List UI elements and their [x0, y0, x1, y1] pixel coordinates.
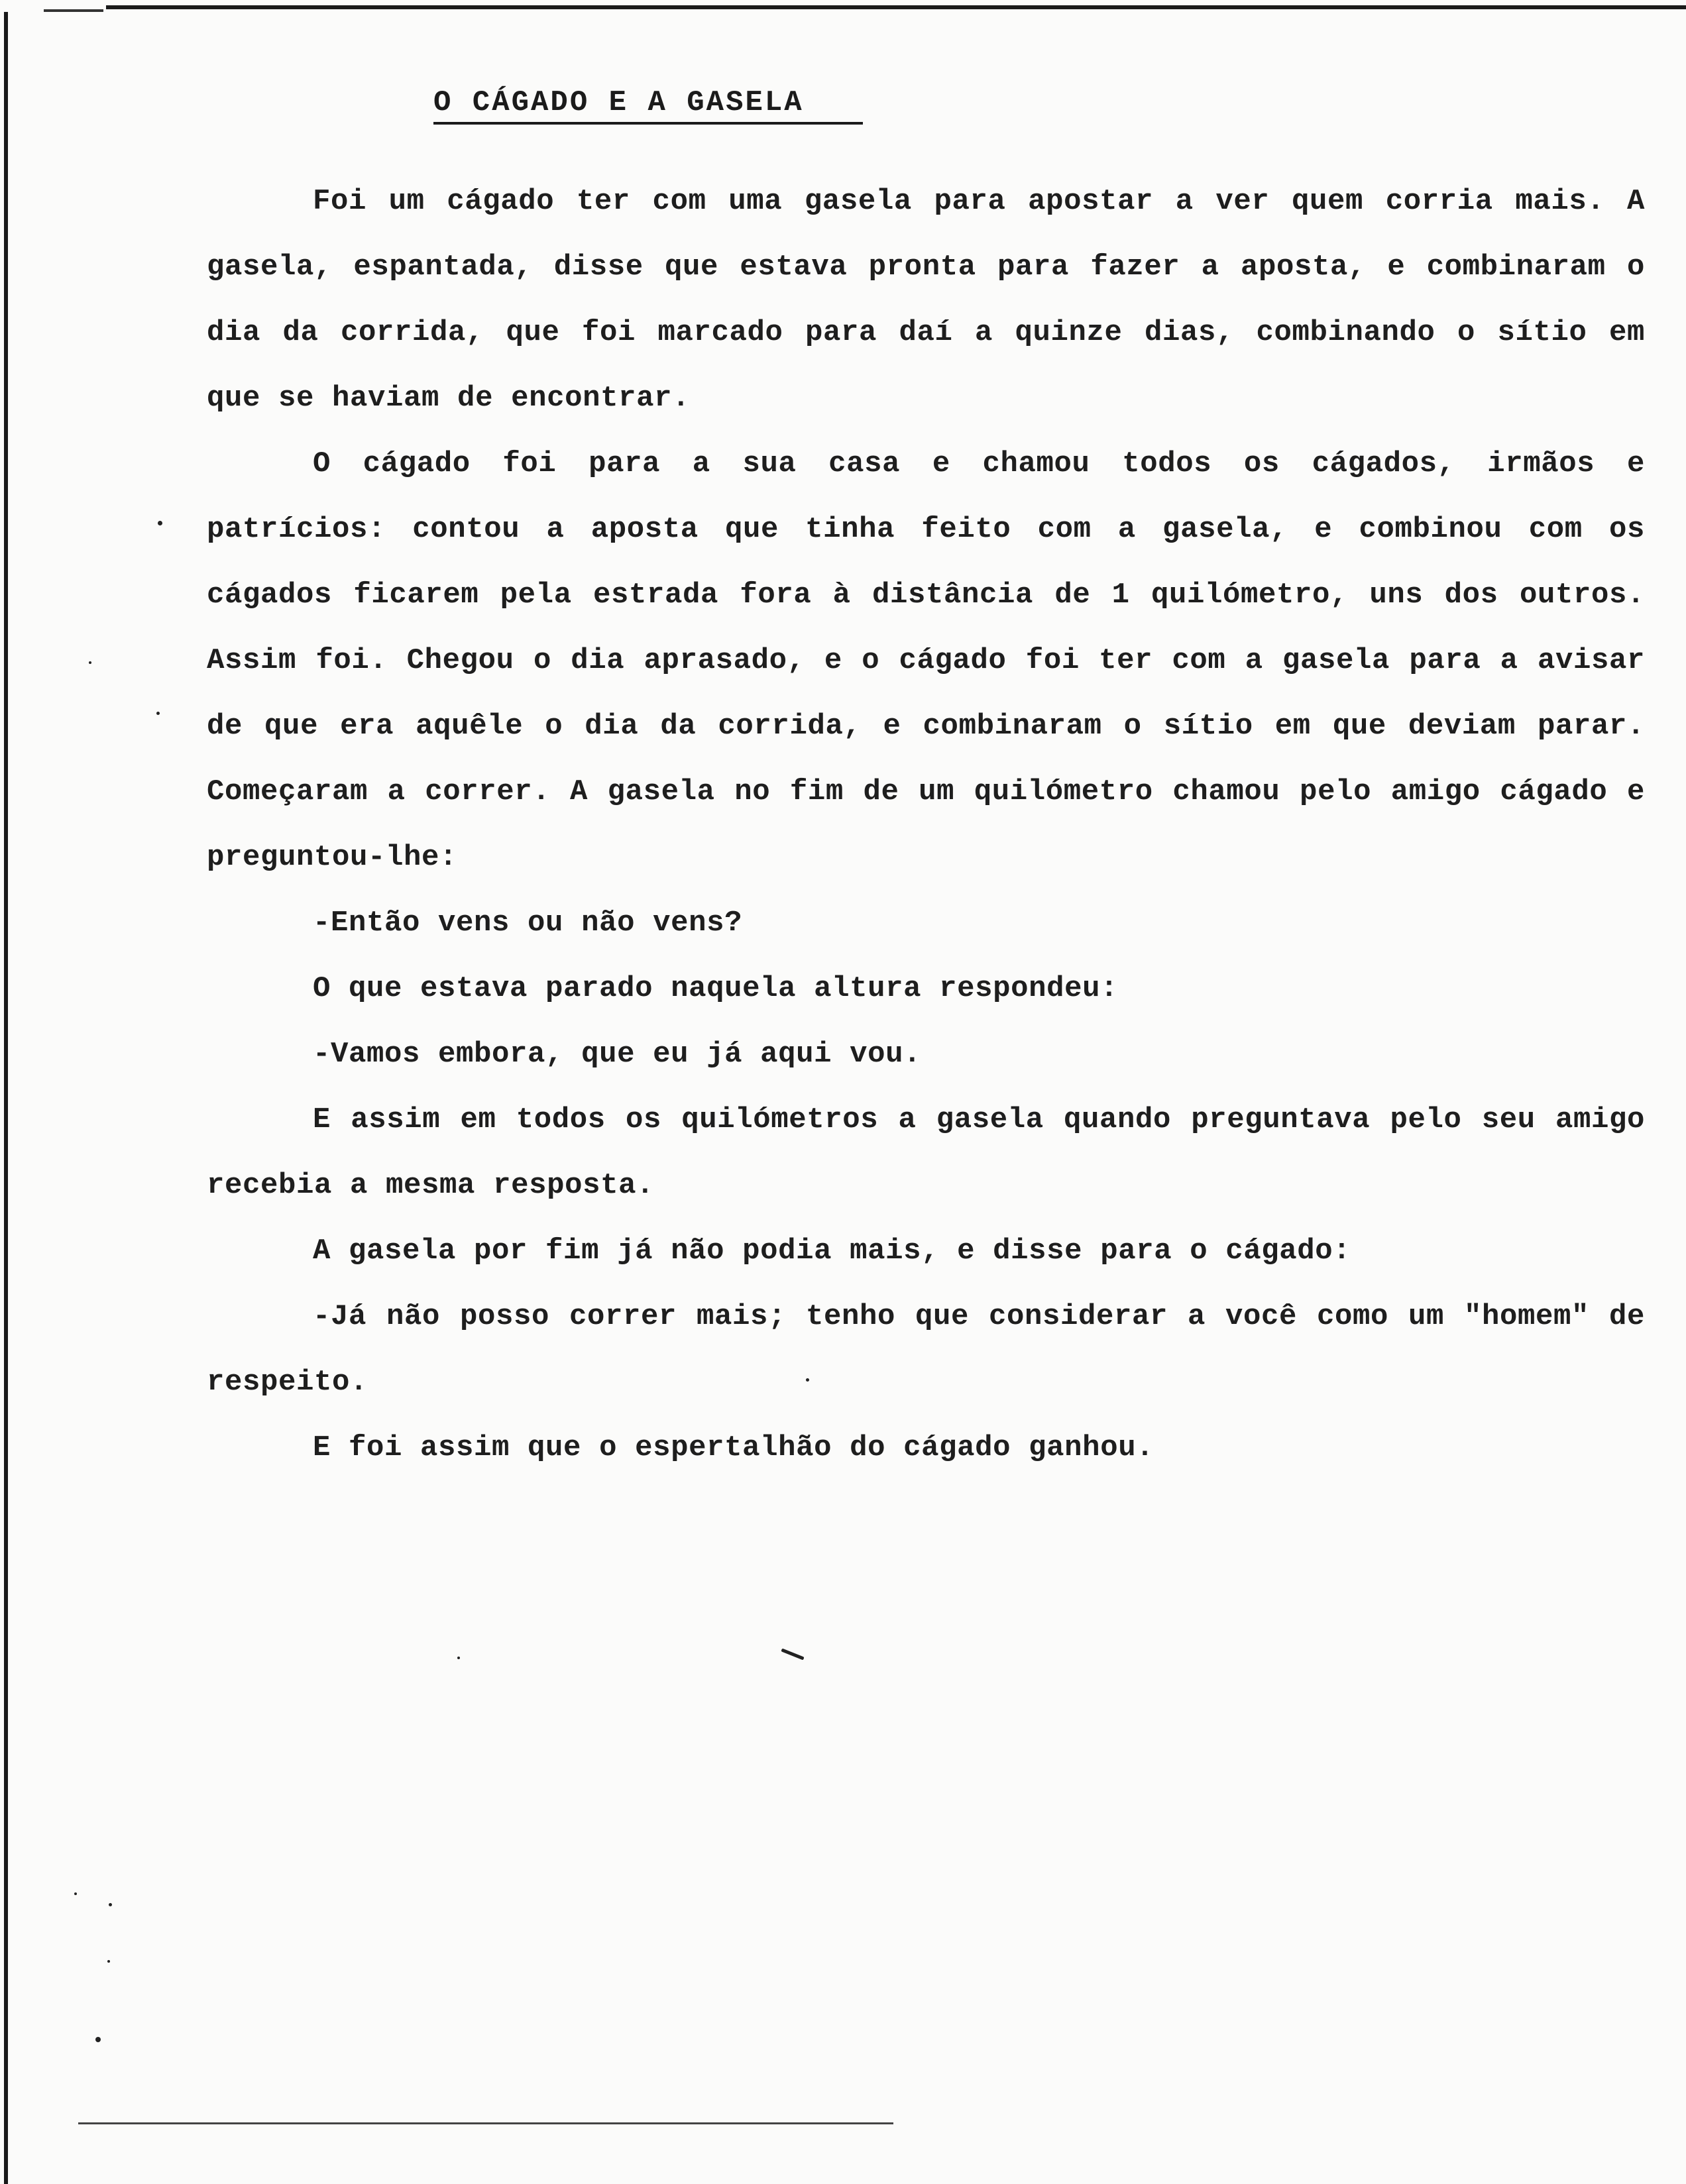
- scan-speck: [74, 1892, 77, 1895]
- scan-speck: [781, 1648, 804, 1660]
- scan-speck: [89, 661, 91, 664]
- bottom-rule: [78, 2122, 893, 2124]
- paragraph: O cágado foi para a sua casa e chamou todos os cágados, irmãos e patrícios: contou a aposta que tinha feito com a gasela, e combinou com os cágados ficarem pela estrada fora à distância de 1 quilómetro, uns dos outros. Assim foi. Chegou o dia aprasado, e o cágado foi ter com a gasela para a avisar de que era aquêle o dia da corrida, e combinaram o sítio em que deviam parar. Começaram a correr. A gasela no fim de um quilómetro chamou pelo amigo cágado e preguntou-lhe:: [207, 447, 1645, 874]
- scan-speck: [156, 712, 160, 715]
- paragraph: E assim em todos os quilómetros a gasela quando preguntava pelo seu amigo recebia a mesma resposta.: [207, 1103, 1645, 1202]
- title-underline: [433, 122, 863, 125]
- scan-speck: [457, 1657, 460, 1659]
- paragraph: O que estava parado naquela altura respondeu:: [313, 972, 1119, 1005]
- dialogue-line: -Já não posso correr mais; tenho que considerar a você como um "homem" de respeito.: [207, 1300, 1645, 1399]
- scan-speck: [158, 521, 162, 525]
- dialogue-line: -Vamos embora, que eu já aqui vou.: [313, 1038, 922, 1071]
- dialogue-line: -Então vens ou não vens?: [313, 906, 743, 940]
- paragraph: E foi assim que o espertalhão do cágado ganhou.: [313, 1431, 1154, 1464]
- page-top-edge: [106, 5, 1686, 9]
- document-body: [207, 169, 1645, 1481]
- scan-speck: [109, 1903, 112, 1906]
- scan-speck: [107, 1960, 110, 1963]
- paragraph: A gasela por fim já não podia mais, e disse para o cágado:: [313, 1234, 1351, 1268]
- scan-speck: [95, 2037, 101, 2042]
- paragraph: Foi um cágado ter com uma gasela para apostar a ver quem corria mais. A gasela, espantada, disse que estava pronta para fazer a aposta, e combinaram o dia da corrida, que foi marcado para daí a quinze dias, combinando o sítio em que se haviam de encontrar.: [207, 185, 1645, 415]
- page-top-edge-mark: [44, 9, 103, 12]
- page-left-edge: [4, 12, 8, 2184]
- document-title: O CÁGADO E A GASELA: [433, 86, 804, 119]
